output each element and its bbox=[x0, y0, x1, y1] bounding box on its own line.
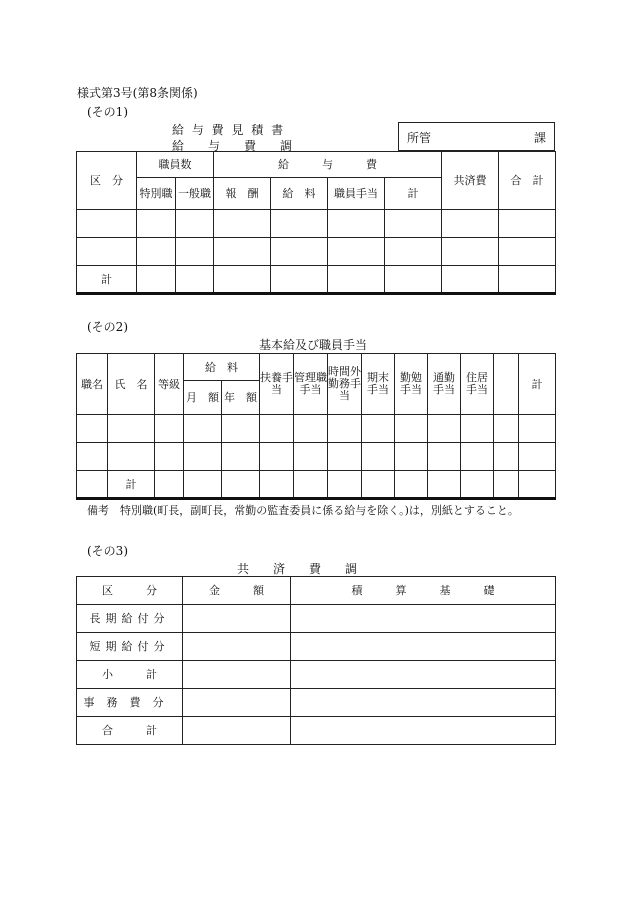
p2-col-kei: 計 bbox=[519, 354, 556, 415]
p3-row-label: 短期給付分 bbox=[77, 633, 183, 661]
p3-table-row bbox=[77, 689, 556, 717]
p1-col-gokei: 合 計 bbox=[499, 152, 556, 210]
p2-col-kyuryo: 給 料 bbox=[184, 354, 260, 381]
p3-row-label: 事務費分 bbox=[77, 689, 183, 717]
part3-label: (その3) bbox=[87, 544, 128, 558]
p1-col-kubun: 区 分 bbox=[77, 152, 137, 210]
p2-col-tsukin: 通勤手当 bbox=[428, 354, 461, 415]
p2-col-jukyo: 住居手当 bbox=[461, 354, 494, 415]
p2-col-kimatsu: 期末手当 bbox=[362, 354, 395, 415]
part1-label: (その1) bbox=[87, 105, 128, 119]
dept-box bbox=[398, 122, 555, 151]
p2-col-blank bbox=[494, 354, 519, 415]
p1-col-shokuinsu: 職員数 bbox=[137, 152, 214, 178]
p2-col-kanri: 管理職手当 bbox=[294, 354, 328, 415]
p3-row-label: 長期給付分 bbox=[77, 605, 183, 633]
p1-col-tokubetsu: 特別職 bbox=[137, 178, 176, 210]
p1-row-total: 計 bbox=[77, 266, 137, 294]
p3-table-row bbox=[77, 605, 556, 633]
p2-col-tokyu: 等級 bbox=[155, 354, 184, 415]
p1-col-kyosaihi: 共済費 bbox=[442, 152, 499, 210]
p1-col-teate: 職員手当 bbox=[328, 178, 385, 210]
p3-col-kingaku: 金 額 bbox=[183, 577, 291, 605]
dept-suffix: 課 bbox=[533, 131, 546, 145]
p2-col-nengaku: 年 額 bbox=[222, 381, 260, 415]
p2-col-shimei: 氏 名 bbox=[108, 354, 155, 415]
p2-total-row bbox=[77, 471, 556, 499]
dept-label: 所管 bbox=[407, 131, 432, 145]
part1-table bbox=[76, 151, 556, 295]
p2-table-row bbox=[77, 415, 556, 443]
p1-col-kyuryo: 給 料 bbox=[271, 178, 328, 210]
p2-col-kinben: 勤勉手当 bbox=[395, 354, 428, 415]
part2-title: 基本給及び職員手当 bbox=[259, 338, 368, 352]
p1-col-hoshu: 報 酬 bbox=[214, 178, 271, 210]
p2-col-fuyo: 扶養手当 bbox=[260, 354, 294, 415]
p2-col-shokumei: 職名 bbox=[77, 354, 108, 415]
p2-col-jikangai: 時間外勤務手当 bbox=[328, 354, 362, 415]
part3-title: 共 済 費 調 bbox=[237, 562, 358, 576]
p3-col-kubun: 区 分 bbox=[77, 577, 183, 605]
p3-table-row bbox=[77, 661, 556, 689]
p2-table-row bbox=[77, 443, 556, 471]
p1-total-row bbox=[77, 266, 556, 294]
p1-table-row bbox=[77, 210, 556, 238]
p1-table-row bbox=[77, 238, 556, 266]
part2-label: (その2) bbox=[87, 320, 128, 334]
p3-row-label: 小 計 bbox=[77, 661, 183, 689]
p2-row-total: 計 bbox=[108, 471, 155, 499]
part3-table bbox=[76, 576, 556, 745]
form-title: 様式第3号(第8条関係) bbox=[77, 86, 198, 100]
p3-row-label: 合 計 bbox=[77, 717, 183, 745]
p1-col-kyuyohi: 給 与 費 bbox=[214, 152, 442, 178]
p1-col-kei: 計 bbox=[385, 178, 442, 210]
p2-col-getsugaku: 月 額 bbox=[184, 381, 222, 415]
part1-title-line1: 給 与 費 見 積 書 bbox=[172, 123, 286, 137]
part2-table bbox=[76, 353, 556, 500]
p3-table-row bbox=[77, 717, 556, 745]
part1-title-line2: 給 与 費 調 bbox=[172, 139, 293, 153]
p3-col-sekisan: 積 算 基 礎 bbox=[291, 577, 556, 605]
part2-note: 備考 特別職(町長，副町長，常勤の監査委員に係る給与を除く。)は，別紙とすること。 bbox=[87, 504, 519, 517]
p1-col-ippan: 一般職 bbox=[176, 178, 214, 210]
p3-table-row bbox=[77, 633, 556, 661]
